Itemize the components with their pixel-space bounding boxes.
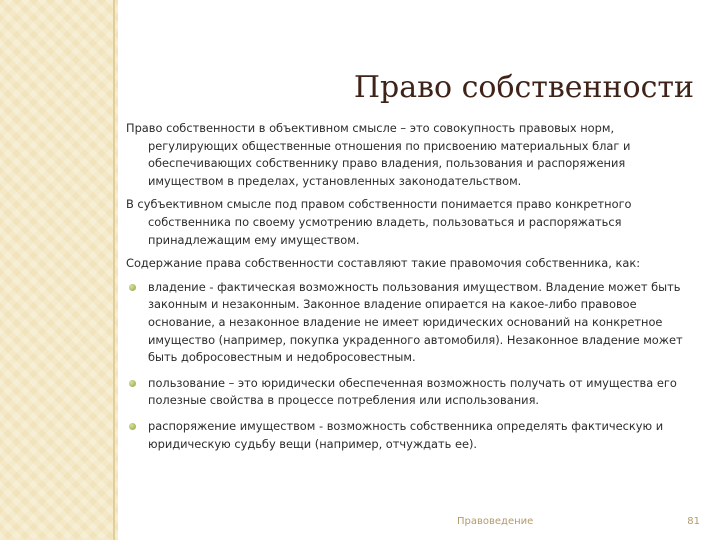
footer-course-name: Правоведение	[457, 516, 534, 527]
slide-content	[126, 120, 692, 461]
list-item-possession	[126, 279, 692, 367]
circle-bullet-icon	[129, 380, 136, 387]
side-divider-line	[113, 0, 115, 540]
list-item-text: пользование – это юридически обеспеченная возможность получать от имущества его полезные свойства в процессе потребления или использования.	[148, 375, 677, 408]
circle-bullet-icon	[129, 423, 136, 430]
list-item-text: владение - фактическая возможность пользования имуществом. Владение может быть законным и незаконным. Законное владение опирается на какое-либо правовое основание, а незаконное владение не имеет юридических оснований на конкретное имущество (например, покупка украденного автомобиля). Незаконное владение может быть добросовестным и недобросовестным.	[148, 279, 683, 365]
list-item-disposal	[126, 418, 692, 453]
list-item-text: распоряжение имуществом - возможность собственника определять фактическую и юридическую судьбу вещи (например, отчуждать ее).	[148, 418, 664, 451]
powers-list	[126, 279, 692, 453]
slide-title: Право собственности	[353, 70, 694, 106]
paragraph-objective-meaning: Право собственности в объективном смысле – это совокупность правовых норм, регулирующих общественные отношения по присвоению материальных благ и обеспечивающих собственнику право владения, пользования и распоряжения имуществом в пределах, установленных законодательством.	[126, 121, 631, 188]
list-item-use	[126, 375, 692, 410]
circle-bullet-icon	[129, 284, 136, 291]
decorative-side-strip	[0, 0, 118, 540]
paragraph-content-intro: Содержание права собственности составляют такие правомочия собственника, как:	[126, 256, 641, 271]
footer-page-number: 81	[687, 516, 700, 527]
paragraph-subjective-meaning: В субъективном смысле под правом собственности понимается право конкретного собственника по своему усмотрению владеть, пользоваться и распоряжаться принадлежащим ему имуществом.	[126, 197, 632, 247]
